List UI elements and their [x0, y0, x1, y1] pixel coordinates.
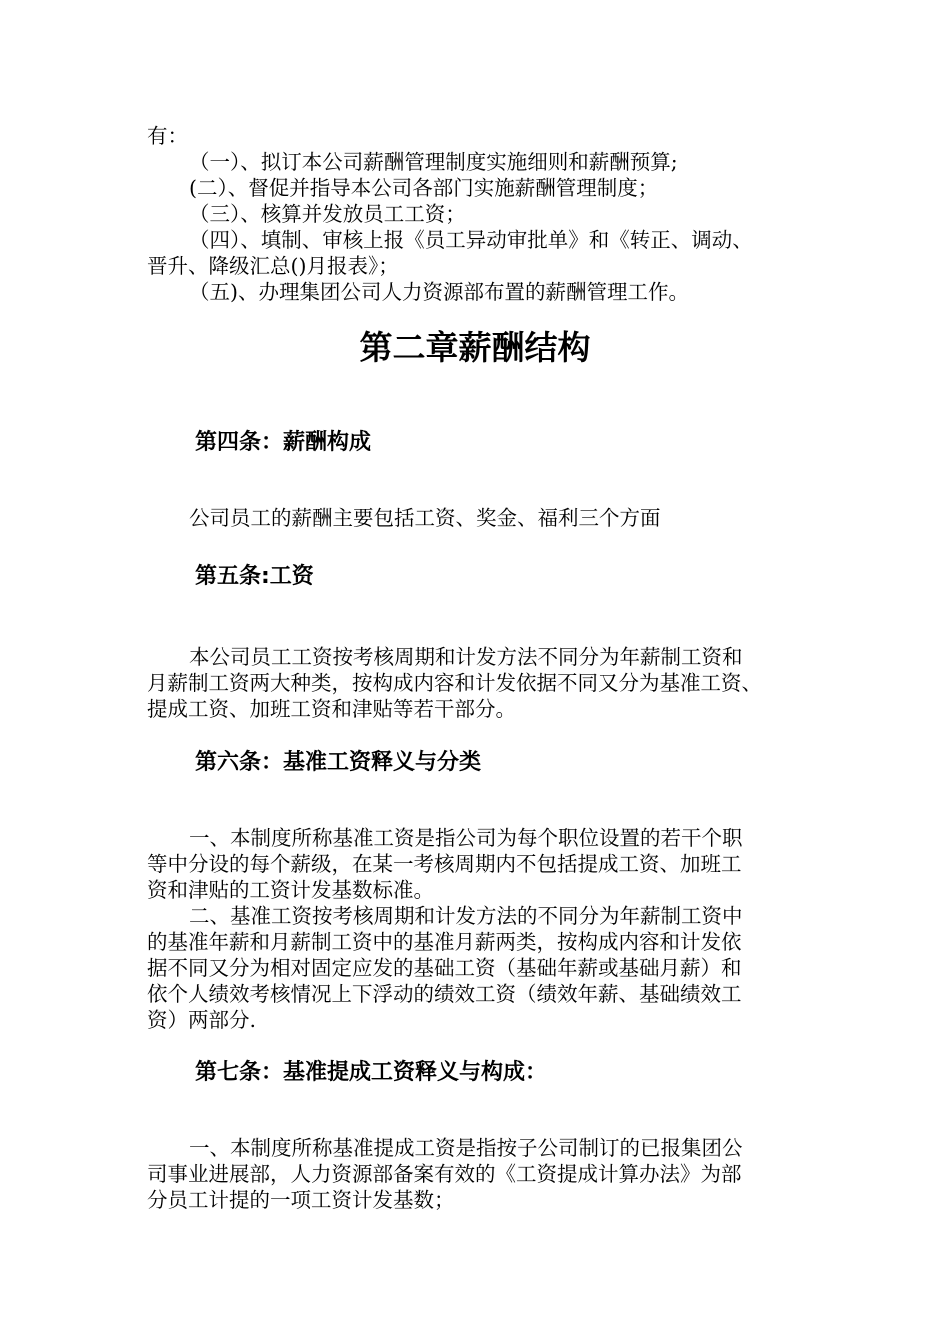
intro-line-2: （一）、拟订本公司薪酬管理制度实施细则和薪酬预算;	[189, 150, 678, 174]
intro-line-3: (二）、督促并指导本公司各部门实施薪酬管理制度；	[189, 176, 659, 200]
article6-line-6: 据不同又分为相对固定应发的基础工资（基础年薪或基础月薪）和	[147, 956, 742, 980]
article7-line-3: 分员工计提的一项工资计发基数；	[147, 1188, 455, 1212]
intro-line-7: （五)、办理集团公司人力资源部布置的薪酬管理工作。	[189, 280, 689, 304]
article7-line-1: 一、本制度所称基准提成工资是指按子公司制订的已报集团公	[189, 1136, 743, 1160]
article7-title: 第七条：基准提成工资释义与构成：	[195, 1060, 548, 1085]
intro-line-1: 有：	[147, 124, 188, 148]
intro-line-4: （三）、核算并发放员工工资；	[189, 202, 466, 226]
article6-line-5: 的基准年薪和月薪制工资中的基准月薪两类，按构成内容和计发依	[147, 930, 742, 954]
article6-line-2: 等中分设的每个薪级，在某一考核周期内不包括提成工资、加班工	[147, 852, 742, 876]
intro-line-5: （四）、填制、审核上报《员工异动审批单》和《转正、调动、	[189, 228, 753, 252]
article4-line-1: 公司员工的薪酬主要包括工资、奖金、福利三个方面	[189, 506, 661, 530]
article5-line-3: 提成工资、加班工资和津贴等若干部分。	[147, 697, 516, 721]
article6-line-1: 一、本制度所称基准工资是指公司为每个职位设置的若干个职	[189, 826, 743, 850]
article6-line-8: 资）两部分.	[147, 1008, 257, 1032]
article4-title: 第四条：薪酬构成	[195, 430, 372, 455]
article5-line-2: 月薪制工资两大种类，按构成内容和计发依据不同又分为基准工资、	[147, 671, 762, 695]
chapter-title: 第二章薪酬结构	[359, 328, 591, 367]
article5-title: 第五条:工资	[195, 564, 314, 589]
article6-title: 第六条：基准工资释义与分类	[195, 750, 482, 775]
intro-line-6: 晋升、降级汇总()月报表》；	[147, 254, 399, 278]
article6-line-3: 资和津贴的工资计发基数标准。	[147, 878, 434, 902]
article6-line-4: 二、基准工资按考核周期和计发方法的不同分为年薪制工资中	[189, 904, 743, 928]
article6-line-7: 依个人绩效考核情况上下浮动的绩效工资（绩效年薪、基础绩效工	[147, 982, 742, 1006]
article5-line-1: 本公司员工工资按考核周期和计发方法不同分为年薪制工资和	[189, 645, 743, 669]
article7-line-2: 司事业进展部，人力资源部备案有效的《工资提成计算办法》为部	[147, 1162, 742, 1186]
